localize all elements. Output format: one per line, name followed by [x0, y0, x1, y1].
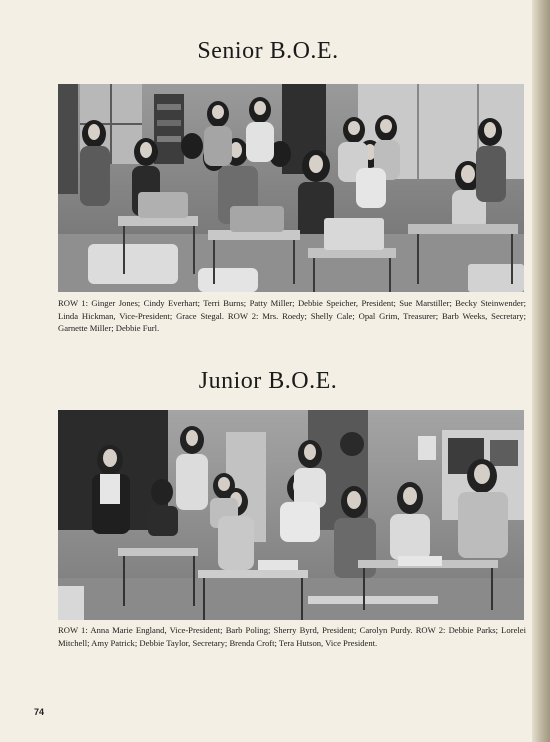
- junior-boe-title: Junior B.O.E.: [198, 368, 338, 394]
- senior-photo-caption: ROW 1: Ginger Jones; Cindy Everhart; Terri Burns; Patty Miller; Debbie Speicher, President; Sue Marstiller; Becky Steinwender; Linda Hickman, Vice-President; Grace Stegal. ROW 2: Mrs. Roedy; Shelly Cale; Opal Grim, Treasurer; Barb Weeks, Secretary; Garnette Miller; Debbie Furl.: [58, 298, 526, 333]
- junior-group-photo: [58, 410, 524, 620]
- senior-boe-title: Senior B.O.E.: [197, 38, 339, 64]
- senior-group-photo: [58, 84, 524, 292]
- junior-photo-caption: ROW 1: Anna Marie England, Vice-President; Barb Poling; Sherry Byrd, President; Carolyn Purdy. ROW 2: Debbie Parks; Lorelei Mitchell; Amy Patrick; Debbie Taylor, Secretary; Brenda Croft; Tera Hutson, Vice President.: [58, 625, 526, 648]
- book-gutter: [532, 0, 550, 742]
- page-number: 74: [34, 707, 45, 717]
